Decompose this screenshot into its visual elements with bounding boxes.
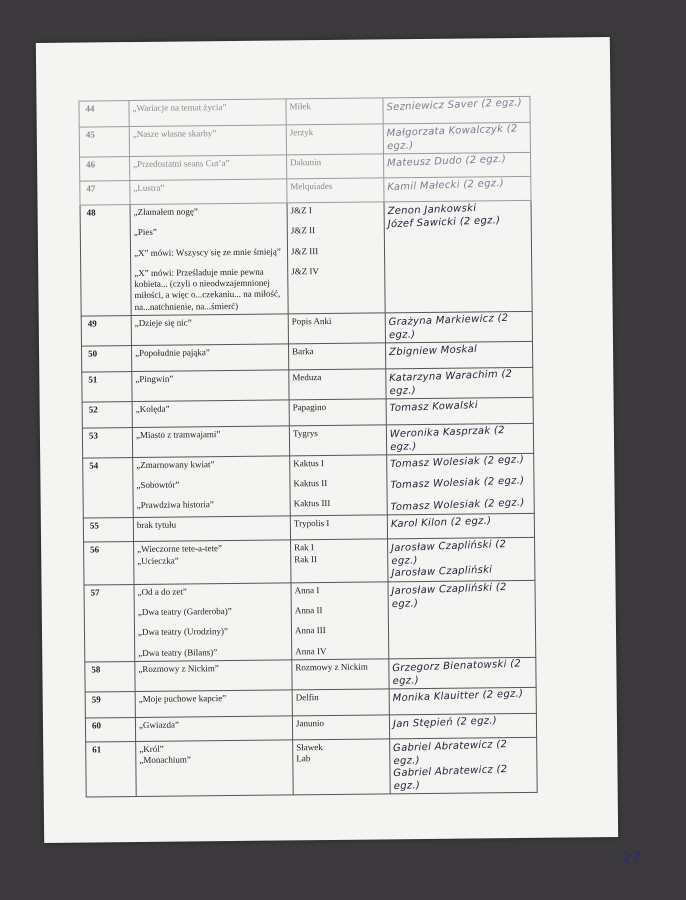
handwritten-signature: Jarosław Czapliński (2 egz.) — [390, 539, 507, 567]
title-cell — [133, 456, 291, 518]
work-title: „Pingwin” — [135, 373, 174, 384]
signature-cell — [386, 397, 533, 425]
work-title: „Pies” — [133, 227, 157, 238]
pseudonym: Trypolis I — [293, 518, 330, 529]
signature-cell — [386, 367, 533, 399]
entry-number: 55 — [83, 518, 133, 543]
work-title: „Moje puchowe kapcie” — [138, 692, 227, 704]
handwritten-signature: Weronika Kasprzak (2 egz.) — [389, 424, 506, 453]
author-cell — [289, 369, 386, 400]
handwritten-signature: Zenon Jankowski — [387, 202, 477, 218]
handwritten-signature: Józef Sawicki (2 egz.) — [387, 214, 501, 230]
pseudonym: J&Z IV — [291, 265, 320, 277]
table-row — [82, 367, 533, 402]
signature-cell — [390, 737, 538, 794]
work-title: brak tytułu — [136, 519, 177, 531]
title-cell — [135, 660, 292, 692]
author-cell — [286, 124, 383, 155]
pseudonym: Janunio — [295, 717, 325, 729]
signature-cell — [386, 423, 533, 455]
handwritten-signature: Jarosław Czapliński (2 egz.) — [391, 581, 507, 610]
title-cell — [132, 400, 289, 428]
work-title: „Dwa teatry (Bilans)” — [138, 646, 218, 658]
table-row — [84, 580, 536, 662]
pseudonym: Anna I — [294, 584, 320, 596]
entry-number: 45 — [79, 127, 129, 158]
entry-number: 61 — [86, 741, 137, 797]
pseudonym: Anna II — [294, 605, 323, 616]
work-title: „Wariacje na temat życia” — [132, 102, 227, 114]
signature-cell — [385, 341, 532, 369]
table-row — [83, 453, 535, 518]
work-title: „Dwa teatry (Urodziny)” — [137, 626, 229, 638]
entry-number: 47 — [80, 181, 130, 206]
title-cell — [134, 540, 291, 584]
pseudonym: Rozmowy z Nickim — [295, 661, 368, 673]
pseudonym: Rak II — [294, 553, 318, 564]
work-title: „Dzieje się nic” — [134, 317, 192, 328]
author-cell — [292, 689, 389, 716]
title-cell — [130, 155, 287, 181]
table-row — [86, 737, 538, 797]
signature-cell — [389, 713, 536, 739]
title-cell — [134, 583, 292, 662]
work-title: „Wieczorne tete-a-tete” — [137, 543, 223, 555]
author-cell — [292, 659, 389, 690]
signature-cell — [384, 176, 531, 202]
pseudonym: Papagino — [292, 401, 327, 413]
pseudonym: Miłek — [289, 101, 312, 112]
handwritten-signature: Gabriel Abratewicz (2 egz.) — [392, 738, 508, 767]
work-title: „Nasze własne skarby” — [132, 128, 217, 140]
work-title: „Przedostatni seans Cut’a” — [133, 158, 230, 170]
pseudonym: Kaktus II — [293, 478, 328, 489]
entry-number: 54 — [83, 457, 134, 518]
work-title: „Gwiazda” — [138, 719, 180, 730]
entry-number: 56 — [84, 542, 134, 585]
handwritten-signature: Kamil Małecki (2 egz.) — [387, 177, 505, 194]
handwritten-signature: Małgorzata Kowalczyk (2 egz.) — [386, 123, 518, 152]
work-title: „Od a do zet” — [137, 586, 187, 597]
author-cell — [293, 739, 391, 795]
pseudonym: Kaktus I — [293, 457, 325, 469]
author-cell — [287, 154, 384, 179]
title-cell — [129, 125, 286, 157]
pseudonym: Lab — [296, 753, 311, 764]
pseudonym: Barka — [292, 345, 314, 357]
handwritten-signature: Grażyna Markiewicz (2 egz.) — [388, 312, 509, 341]
pseudonym: Melquiades — [290, 180, 333, 192]
work-title: „Kolęda” — [135, 403, 170, 414]
pseudonym: Popis Anki — [291, 315, 332, 327]
pseudonym: Sławek — [296, 741, 323, 753]
pseudonym: Delfin — [295, 691, 319, 703]
author-cell — [288, 313, 385, 344]
handwritten-signature: Karol Kilon (2 egz.) — [390, 515, 492, 531]
pseudonym: J&Z I — [290, 205, 312, 216]
title-cell — [131, 314, 288, 346]
title-cell — [130, 179, 287, 205]
work-title: „X” mówi: Wszyscy się ze mnie śmieją” — [133, 245, 281, 258]
work-title: „Miasto z tramwajami” — [135, 428, 221, 440]
work-title: „Dwa teatry (Garderoba)” — [137, 606, 232, 617]
pseudonym: Jerzyk — [289, 127, 314, 138]
entry-number: 53 — [82, 427, 132, 458]
signature-cell — [384, 200, 532, 312]
page-number: 27 — [622, 848, 642, 867]
title-cell — [132, 370, 289, 402]
handwritten-signature: Tomasz Wolesiak (2 egz.) — [390, 475, 525, 492]
pseudonym: J&Z II — [290, 225, 316, 236]
submissions-table — [78, 96, 537, 797]
title-cell — [135, 690, 292, 718]
title-cell — [132, 426, 289, 458]
work-title: „Ucieczka” — [137, 555, 179, 566]
entry-number: 59 — [85, 691, 135, 718]
pseudonym: Kaktus III — [293, 498, 331, 509]
title-cell — [136, 740, 294, 797]
entry-number: 51 — [82, 371, 132, 402]
entry-number: 60 — [85, 717, 135, 742]
table-row — [82, 423, 533, 458]
handwritten-signature: Mateusz Dudo (2 egz.) — [386, 153, 507, 170]
signature-cell — [389, 687, 536, 715]
pseudonym: Rak I — [294, 542, 314, 553]
handwritten-signature: Gabriel Abratewicz (2 egz.) — [393, 763, 508, 792]
table-body — [79, 96, 537, 796]
author-cell — [291, 539, 388, 583]
author-cell — [288, 343, 385, 370]
author-cell — [286, 98, 383, 125]
signature-cell — [385, 311, 532, 343]
handwritten-signature: Jarosław Czapliński — [391, 564, 493, 580]
signature-cell — [389, 657, 536, 689]
signature-cell — [383, 96, 530, 124]
table-row — [79, 122, 530, 157]
table-row — [81, 311, 532, 346]
work-title: „Zmarnowany kwiat” — [136, 458, 215, 470]
pseudonym: Anna IV — [295, 645, 327, 656]
signature-cell — [387, 453, 535, 515]
author-cell — [290, 455, 388, 517]
entry-number: 58 — [85, 661, 135, 692]
work-title: „Prawdziwa historia” — [136, 499, 214, 511]
work-title: „Monachium” — [139, 754, 191, 765]
work-title: „Lustra” — [133, 182, 165, 194]
document-page — [36, 37, 642, 867]
entry-number: 46 — [80, 157, 130, 182]
handwritten-signature: Zbigniew Moskal — [388, 343, 478, 358]
work-title: „Król” — [139, 743, 164, 754]
handwritten-signature: Monika Klauitter (2 egz.) — [392, 688, 524, 704]
title-cell — [129, 99, 286, 127]
handwritten-signature: Jan Stępień (2 egz.) — [392, 715, 498, 730]
title-cell — [135, 716, 292, 742]
handwritten-signature: Sezniewicz Saver (2 egz.) — [386, 97, 523, 114]
entry-number: 50 — [82, 345, 132, 372]
signature-cell — [387, 514, 534, 540]
pseudonym: Dakunin — [290, 157, 322, 168]
pseudonym: Anna III — [294, 625, 326, 636]
work-title: „Złamałem nogę” — [133, 206, 198, 218]
handwritten-signature: Tomasz Wolesiak (2 egz.) — [390, 497, 525, 513]
work-title: „X” mówi: Prześladuje mnie pewna kobieta... (czyli o nieodwzajemnionej miłości, a więc o...czekaniu... na miłość, na...natchnienie, na...śmierć) — [134, 266, 281, 312]
table-row — [85, 657, 536, 692]
pseudonym: Tygrys — [292, 427, 318, 439]
title-cell — [131, 344, 288, 372]
handwritten-signature: Grzegorz Bienatowski (2 egz.) — [392, 658, 522, 687]
title-cell — [130, 203, 288, 315]
work-title: „Sobowtór” — [136, 479, 180, 490]
handwritten-signature: Tomasz Kowalski — [389, 399, 479, 414]
signature-cell — [388, 538, 535, 582]
entry-number: 48 — [80, 205, 131, 316]
title-cell — [133, 516, 290, 542]
handwritten-signature: Tomasz Wolesiak (2 egz.) — [390, 454, 525, 470]
author-cell — [292, 715, 389, 740]
signature-cell — [384, 152, 531, 178]
author-cell — [287, 202, 385, 314]
author-cell — [291, 582, 389, 660]
work-title: „Rozmowy z Nickim” — [138, 662, 219, 674]
author-cell — [287, 178, 384, 203]
table-row — [84, 538, 535, 585]
pseudonym: J&Z III — [290, 245, 319, 256]
entry-number: 44 — [79, 101, 129, 128]
pseudonym: Meduza — [292, 371, 322, 383]
handwritten-signature: Katarzyna Warachim (2 egz.) — [388, 368, 513, 397]
entry-number: 49 — [81, 315, 131, 346]
entry-number: 57 — [84, 584, 135, 662]
author-cell — [289, 425, 386, 456]
signature-cell — [388, 580, 536, 659]
signature-cell — [383, 122, 530, 154]
author-cell — [289, 399, 386, 426]
work-title: „Popołudnie pająka” — [135, 346, 210, 358]
author-cell — [290, 515, 387, 540]
entry-number: 52 — [82, 401, 132, 428]
table-row — [80, 200, 532, 315]
